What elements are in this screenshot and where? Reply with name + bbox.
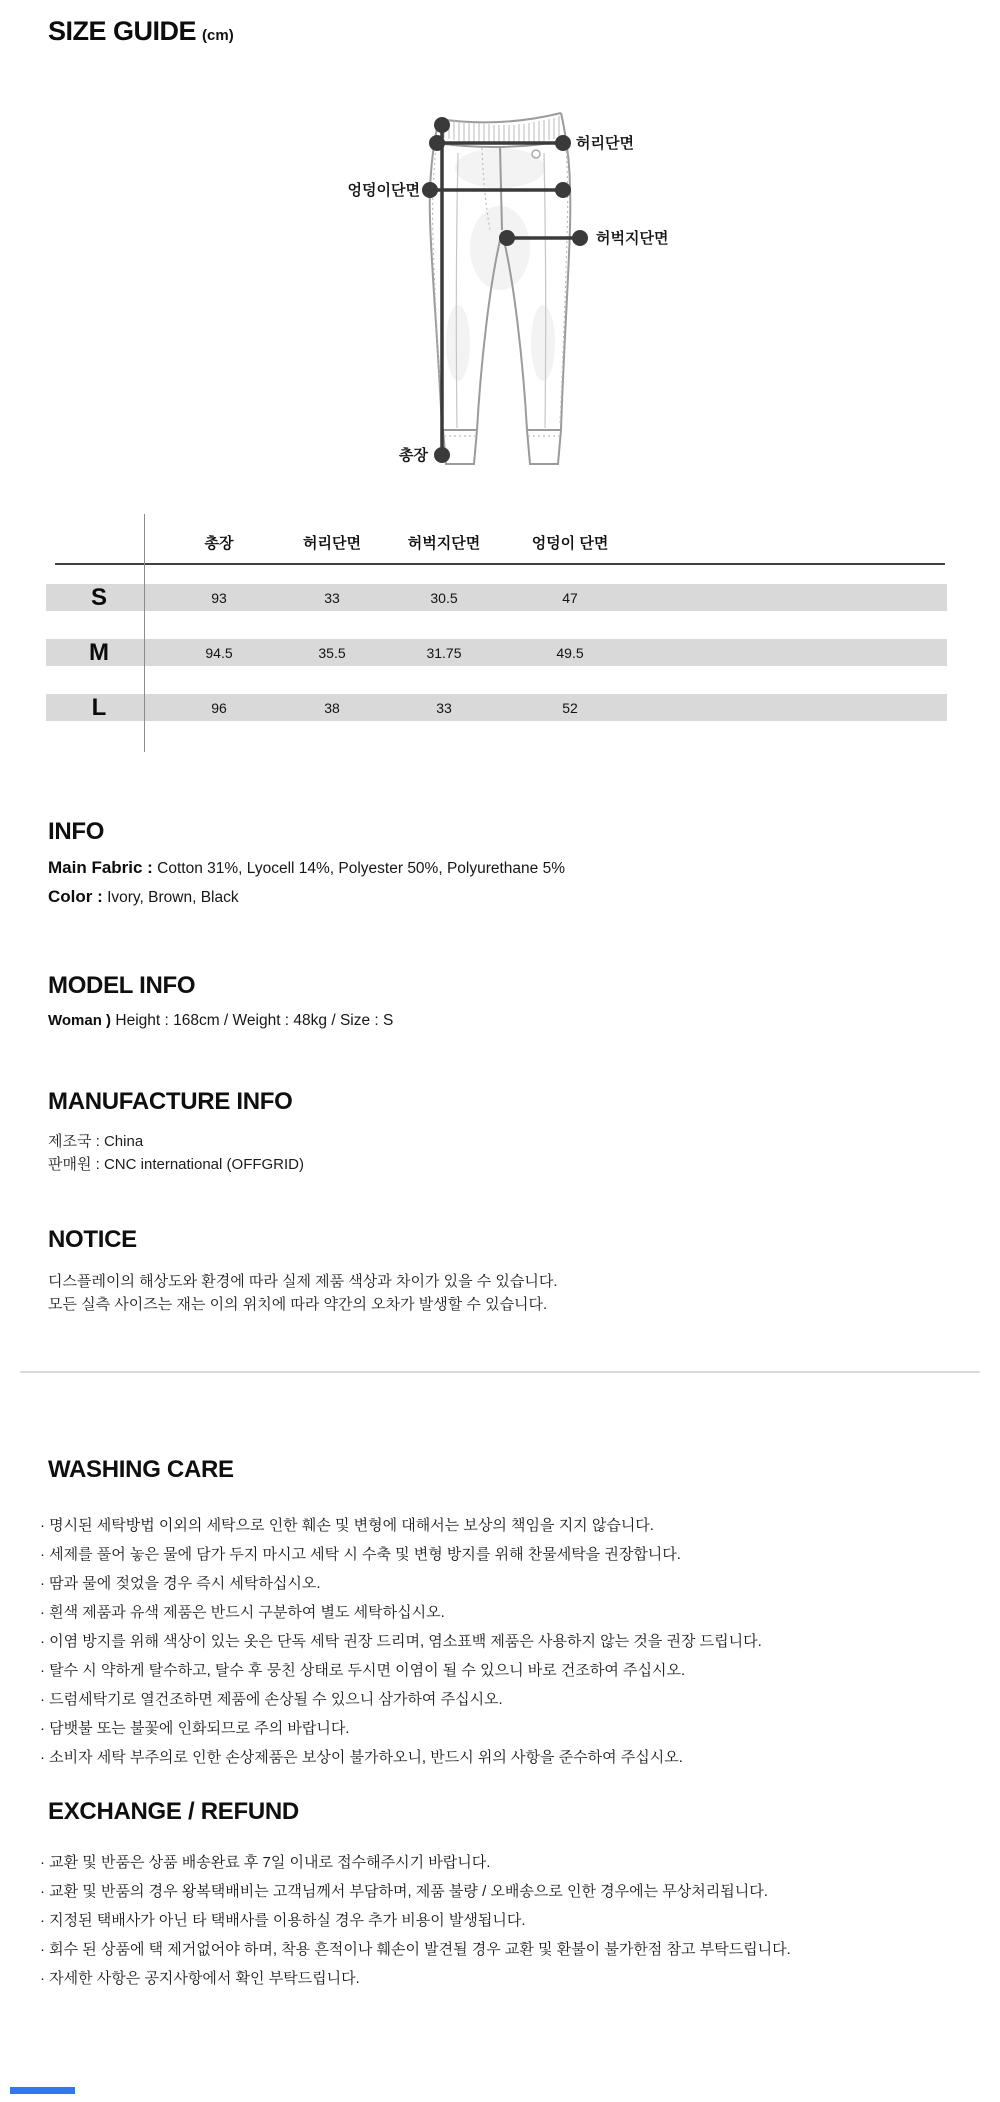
size-diagram: [340, 98, 680, 483]
notice-line-2: 모든 실측 사이즈는 재는 이의 위치에 따라 약간의 오차가 발생할 수 있습니다.: [48, 1296, 548, 1313]
bottom-accent-bar: [10, 2087, 75, 2094]
cell-m-hip: 49.5: [556, 645, 584, 661]
row-label-s: S: [90, 584, 107, 611]
washing-item: · 담뱃불 또는 불꽃에 인화되므로 주의 바랍니다.: [40, 1720, 350, 1737]
info-heading: INFO: [48, 818, 105, 845]
washing-item: · 세제를 풀어 놓은 물에 담가 두지 마시고 세탁 시 수축 및 변형 방지를 위해 찬물세탁을 권장합니다.: [40, 1546, 681, 1563]
exchange-item: · 자세한 사항은 공지사항에서 확인 부탁드립니다.: [40, 1970, 360, 1987]
waist-measure-label: 허리단면: [576, 135, 634, 152]
color-label: Color :: [48, 887, 103, 906]
col-header-hip: 엉덩이 단면: [531, 535, 609, 552]
cell-s-thigh: 30.5: [430, 590, 458, 606]
page-title: [48, 16, 234, 47]
manufacture-heading: MANUFACTURE INFO: [48, 1088, 293, 1115]
washing-item: · 탈수 시 약하게 탈수하고, 탈수 후 뭉친 상태로 두시면 이염이 될 수 있으니 바로 건조하여 주십시오.: [40, 1662, 686, 1679]
cell-m-waist: 35.5: [318, 645, 346, 661]
row-label-m: M: [89, 639, 109, 666]
cell-s-waist: 33: [324, 590, 340, 606]
washing-item: · 땀과 물에 젖었을 경우 즉시 세탁하십시오.: [40, 1575, 321, 1592]
washing-care-heading: WASHING CARE: [48, 1456, 234, 1483]
cell-m-thigh: 31.75: [426, 645, 462, 661]
cell-l-hip: 52: [562, 700, 578, 716]
cell-s-length: 93: [211, 590, 227, 606]
cell-l-waist: 38: [324, 700, 340, 716]
washing-item: · 명시된 세탁방법 이외의 세탁으로 인한 훼손 및 변형에 대해서는 보상의 책임을 지지 않습니다.: [40, 1517, 654, 1534]
color-value: Ivory, Brown, Black: [107, 889, 239, 906]
exchange-item: · 지정된 택배사가 아닌 타 택배사를 이용하실 경우 추가 비용이 발생됩니다.: [40, 1912, 526, 1929]
col-header-thigh: 허벅지단면: [407, 535, 481, 552]
table-header-rule: [55, 563, 945, 565]
page-title-text: SIZE GUIDE: [48, 16, 197, 46]
thigh-measure-label: 허벅지단면: [596, 230, 669, 247]
manufacture-seller-line: 판매원 : CNC international (OFFGRID): [48, 1156, 305, 1173]
fabric-value: Cotton 31%, Lyocell 14%, Polyester 50%, Polyurethane 5%: [157, 860, 566, 877]
exchange-refund-list: [40, 1848, 791, 1993]
washing-item: · 이염 방지를 위해 색상이 있는 옷은 단독 세탁 권장 드리며, 염소표백 제품은 사용하지 않는 것을 권장 드립니다.: [40, 1633, 762, 1650]
exchange-item: · 회수 된 상품에 택 제거없어야 하며, 착용 흔적이나 훼손이 발견될 경우 교환 및 환불이 불가한점 참고 부탁드립니다.: [40, 1941, 791, 1958]
page-title-unit: (cm): [202, 27, 234, 44]
model-info-heading: MODEL INFO: [48, 972, 196, 999]
exchange-item: · 교환 및 반품은 상품 배송완료 후 7일 이내로 접수해주시기 바랍니다.: [40, 1854, 491, 1871]
model-info-line: [48, 1012, 393, 1030]
section-divider: [20, 1371, 980, 1373]
cell-s-hip: 47: [562, 590, 578, 606]
manufacture-country-line: 제조국 : China: [48, 1133, 144, 1150]
fabric-line: [48, 858, 565, 878]
cell-l-length: 96: [211, 700, 227, 716]
fabric-label: Main Fabric :: [48, 858, 153, 877]
pants-diagram-illustration: [340, 98, 680, 483]
col-header-length: 총장: [204, 535, 234, 552]
color-line: [48, 887, 239, 907]
notice-heading: NOTICE: [48, 1226, 137, 1253]
washing-item: · 소비자 세탁 부주의로 인한 손상제품은 보상이 불가하오니, 반드시 위의 사항을 준수하여 주십시오.: [40, 1749, 683, 1766]
exchange-refund-heading: EXCHANGE / REFUND: [48, 1798, 299, 1825]
washing-care-list: [40, 1511, 762, 1772]
exchange-item: · 교환 및 반품의 경우 왕복택배비는 고객님께서 부담하며, 제품 불량 / 오배송으로 인한 경우에는 무상처리됩니다.: [40, 1883, 768, 1900]
cell-l-thigh: 33: [436, 700, 452, 716]
table-vertical-rule: [144, 514, 145, 752]
length-measure-label: 총장: [399, 447, 428, 464]
washing-item: · 흰색 제품과 유색 제품은 반드시 구분하여 별도 세탁하십시오.: [40, 1604, 445, 1621]
row-label-l: L: [91, 694, 107, 721]
washing-item: · 드럼세탁기로 열건조하면 제품에 손상될 수 있으니 삼가하여 주십시오.: [40, 1691, 503, 1708]
model-gender-label: Woman ): [48, 1012, 112, 1029]
model-stats-value: Height : 168cm / Weight : 48kg / Size : S: [115, 1012, 394, 1029]
notice-line-1: 디스플레이의 해상도와 환경에 따라 실제 제품 색상과 차이가 있을 수 있습니다.: [48, 1273, 558, 1290]
cell-m-length: 94.5: [205, 645, 233, 661]
hip-measure-label: 엉덩이단면: [347, 182, 420, 199]
col-header-waist: 허리단면: [303, 535, 361, 552]
size-table: [55, 510, 945, 762]
